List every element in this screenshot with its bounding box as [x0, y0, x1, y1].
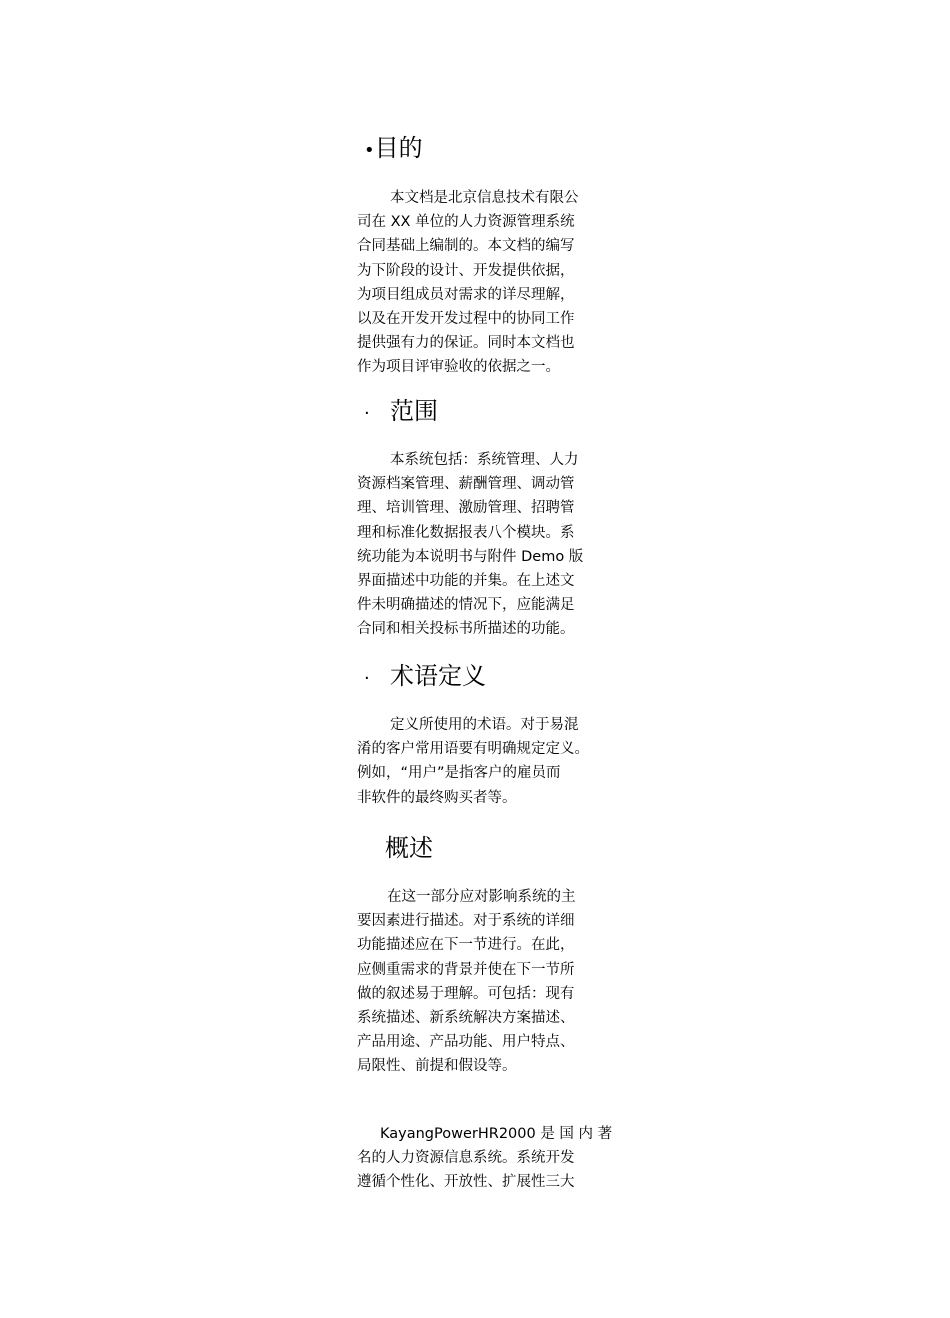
- section-heading-scope: [364, 396, 438, 429]
- paragraph-line: 产品用途、产品功能、用户特点、: [357, 1034, 575, 1051]
- paragraph-line: 统功能为本说明书与附件 Demo 版: [357, 548, 584, 565]
- paragraph-line: 遵循个性化、开放性、扩展性三大: [357, 1174, 575, 1191]
- bullet-icon: ·: [364, 403, 370, 424]
- paragraph-product-intro: [357, 1122, 613, 1195]
- paragraph-line: 名的人力资源信息系统。系统开发: [357, 1150, 575, 1167]
- paragraph-line: 局限性、前提和假设等。: [357, 1058, 517, 1075]
- paragraph-line: KayangPowerHR2000 是 国 内 著: [380, 1126, 613, 1142]
- paragraph-line: 合同基础上编制的。本文档的编写: [357, 238, 575, 255]
- paragraph-line: 为项目组成员对需求的详尽理解，: [357, 286, 575, 303]
- bullet-icon: •: [364, 140, 375, 161]
- paragraph-line: 非软件的最终购买者等。: [357, 789, 517, 806]
- paragraph-line: 本系统包括：系统管理、人力: [390, 452, 579, 468]
- heading-text: 目的: [374, 134, 423, 162]
- paragraph-line: 应侧重需求的背景并使在下一节所: [357, 961, 575, 978]
- paragraph-line: 本文档是北京信息技术有限公: [390, 190, 579, 206]
- paragraph-line: 作为项目评审验收的依据之一。: [357, 359, 560, 376]
- heading-text: 概述: [385, 834, 433, 862]
- paragraph-line: 功能描述应在下一节进行。在此，: [357, 937, 575, 954]
- paragraph-line: 资源档案管理、薪酬管理、调动管: [357, 476, 575, 493]
- paragraph-line: 司在 XX 单位的人力资源管理系统: [357, 214, 575, 231]
- paragraph-line: 例如，“用户”是指客户的雇员而: [357, 765, 561, 782]
- paragraph-line: 合同和相关投标书所描述的功能。: [357, 621, 575, 638]
- paragraph-line: 定义所使用的术语。对于易混: [390, 717, 579, 733]
- paragraph-scope: [357, 448, 602, 642]
- paragraph-terms: [357, 713, 602, 810]
- heading-text: 术语定义: [390, 662, 486, 690]
- paragraph-line: 理和标准化数据报表八个模块。系: [357, 524, 575, 541]
- paragraph-line: 理、培训管理、激励管理、招聘管: [357, 500, 575, 517]
- paragraph-line: 要因素进行描述。对于系统的详细: [357, 913, 575, 930]
- section-heading-purpose: [364, 133, 423, 166]
- paragraph-purpose: [357, 186, 602, 380]
- paragraph-line: 在这一部分应对影响系统的主: [387, 889, 576, 905]
- paragraph-line: 系统描述、新系统解决方案描述、: [357, 1010, 575, 1027]
- section-heading-terms: [364, 661, 486, 694]
- paragraph-line: 以及在开发开发过程中的协同工作: [357, 311, 575, 328]
- heading-text: 范围: [390, 397, 438, 425]
- bullet-icon: ·: [364, 668, 370, 689]
- paragraph-line: 提供强有力的保证。同时本文档也: [357, 335, 575, 352]
- section-heading-overview: [385, 833, 433, 863]
- paragraph-overview: [357, 885, 602, 1079]
- paragraph-line: 做的叙述易于理解。可包括：现有: [357, 985, 575, 1002]
- paragraph-line: 件未明确描述的情况下，应能满足: [357, 597, 575, 614]
- paragraph-line: 淆的客户常用语要有明确规定定义。: [357, 741, 589, 758]
- paragraph-line: 界面描述中功能的并集。在上述文: [357, 573, 575, 590]
- paragraph-line: 为下阶段的设计、开发提供依据，: [357, 262, 575, 279]
